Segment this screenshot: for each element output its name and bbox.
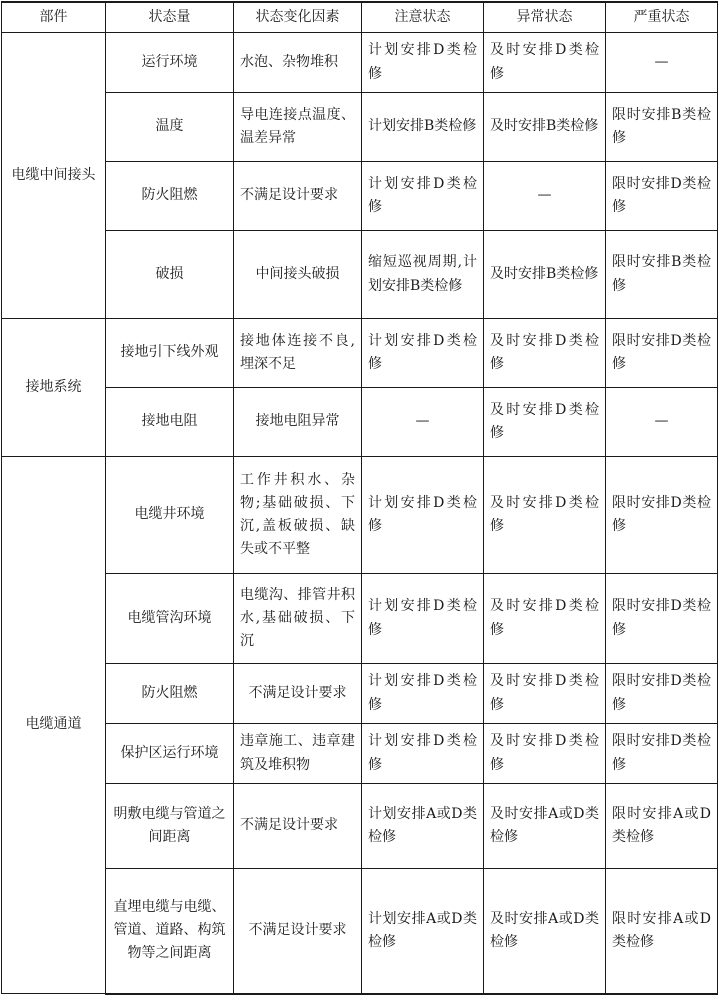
attention-cell: 计划安排D类检修 — [362, 664, 484, 724]
factor-cell: 不满足设计要求 — [234, 869, 362, 994]
table-row — [2, 784, 718, 869]
component-cell: 电缆中间接头 — [2, 33, 106, 319]
abnormal-cell: 及时安排D类检修 — [484, 724, 606, 784]
attention-cell: 计划安排D类检修 — [362, 319, 484, 388]
abnormal-cell: 及时安排D类检修 — [484, 319, 606, 388]
state-cell: 电缆井环境 — [106, 457, 234, 574]
abnormal-cell: — — [484, 162, 606, 231]
header-component: 部件 — [2, 2, 106, 33]
state-cell: 防火阻燃 — [106, 162, 234, 231]
serious-cell: 限时安排B类检修 — [606, 231, 718, 319]
state-cell: 电缆管沟环境 — [106, 574, 234, 664]
serious-cell: 限时安排D类检修 — [606, 724, 718, 784]
attention-cell: 计划安排D类检修 — [362, 162, 484, 231]
table-row — [2, 574, 718, 664]
attention-cell: 计划安排A或D类检修 — [362, 784, 484, 869]
component-cell: 接地系统 — [2, 319, 106, 457]
factor-cell: 接地电阻异常 — [234, 388, 362, 457]
attention-cell: 计划安排D类检修 — [362, 457, 484, 574]
table-row — [2, 869, 718, 994]
table-row — [2, 319, 718, 388]
attention-cell: 计划安排A或D类检修 — [362, 869, 484, 994]
state-cell: 防火阻燃 — [106, 664, 234, 724]
table-row — [2, 162, 718, 231]
state-cell: 接地电阻 — [106, 388, 234, 457]
state-cell: 明敷电缆与管道之间距离 — [106, 784, 234, 869]
state-cell: 运行环境 — [106, 33, 234, 93]
serious-cell: 限时安排D类检修 — [606, 319, 718, 388]
serious-cell: 限时安排A或D类检修 — [606, 869, 718, 994]
serious-cell: 限时安排B类检修 — [606, 93, 718, 162]
table-row — [2, 388, 718, 457]
header-attention: 注意状态 — [362, 2, 484, 33]
attention-cell: 计划安排D类检修 — [362, 724, 484, 784]
abnormal-cell: 及时安排D类检修 — [484, 33, 606, 93]
factor-cell: 工作井积水、杂物;基础破损、下沉,盖板破损、缺失或不平整 — [234, 457, 362, 574]
serious-cell: 限时安排D类检修 — [606, 457, 718, 574]
state-cell: 破损 — [106, 231, 234, 319]
header-factor: 状态变化因素 — [234, 2, 362, 33]
abnormal-cell: 及时安排D类检修 — [484, 664, 606, 724]
factor-cell: 导电连接点温度、温差异常 — [234, 93, 362, 162]
serious-cell: 限时安排A或D类检修 — [606, 784, 718, 869]
abnormal-cell: 及时安排D类检修 — [484, 574, 606, 664]
table-row — [2, 33, 718, 93]
factor-cell: 接地体连接不良,埋深不足 — [234, 319, 362, 388]
factor-cell: 违章施工、违章建筑及堆积物 — [234, 724, 362, 784]
attention-cell: 计划安排D类检修 — [362, 574, 484, 664]
abnormal-cell: 及时安排D类检修 — [484, 388, 606, 457]
header-serious: 严重状态 — [606, 2, 718, 33]
header-abnormal: 异常状态 — [484, 2, 606, 33]
state-cell: 直埋电缆与电缆、管道、道路、构筑物等之间距离 — [106, 869, 234, 994]
factor-cell: 中间接头破损 — [234, 231, 362, 319]
abnormal-cell: 及时安排D类检修 — [484, 457, 606, 574]
table-row — [2, 231, 718, 319]
table-row — [2, 664, 718, 724]
table-row — [2, 93, 718, 162]
header-state-quantity: 状态量 — [106, 2, 234, 33]
factor-cell: 水泡、杂物堆积 — [234, 33, 362, 93]
component-cell: 电缆通道 — [2, 457, 106, 994]
abnormal-cell: 及时安排B类检修 — [484, 93, 606, 162]
abnormal-cell: 及时安排A或D类检修 — [484, 784, 606, 869]
state-cell: 温度 — [106, 93, 234, 162]
state-cell: 保护区运行环境 — [106, 724, 234, 784]
serious-cell: 限时安排D类检修 — [606, 574, 718, 664]
factor-cell: 不满足设计要求 — [234, 162, 362, 231]
abnormal-cell: 及时安排B类检修 — [484, 231, 606, 319]
state-evaluation-table — [1, 1, 718, 995]
serious-cell: 限时安排D类检修 — [606, 162, 718, 231]
table-row — [2, 457, 718, 574]
attention-cell: 缩短巡视周期,计划安排B类检修 — [362, 231, 484, 319]
state-cell: 接地引下线外观 — [106, 319, 234, 388]
factor-cell: 不满足设计要求 — [234, 784, 362, 869]
factor-cell: 不满足设计要求 — [234, 664, 362, 724]
table-row — [2, 724, 718, 784]
header-row — [2, 2, 718, 33]
serious-cell: — — [606, 33, 718, 93]
attention-cell: 计划安排D类检修 — [362, 33, 484, 93]
serious-cell: — — [606, 388, 718, 457]
factor-cell: 电缆沟、排管井积水,基础破损、下沉 — [234, 574, 362, 664]
attention-cell: 计划安排B类检修 — [362, 93, 484, 162]
serious-cell: 限时安排D类检修 — [606, 664, 718, 724]
attention-cell: — — [362, 388, 484, 457]
abnormal-cell: 及时安排A或D类检修 — [484, 869, 606, 994]
